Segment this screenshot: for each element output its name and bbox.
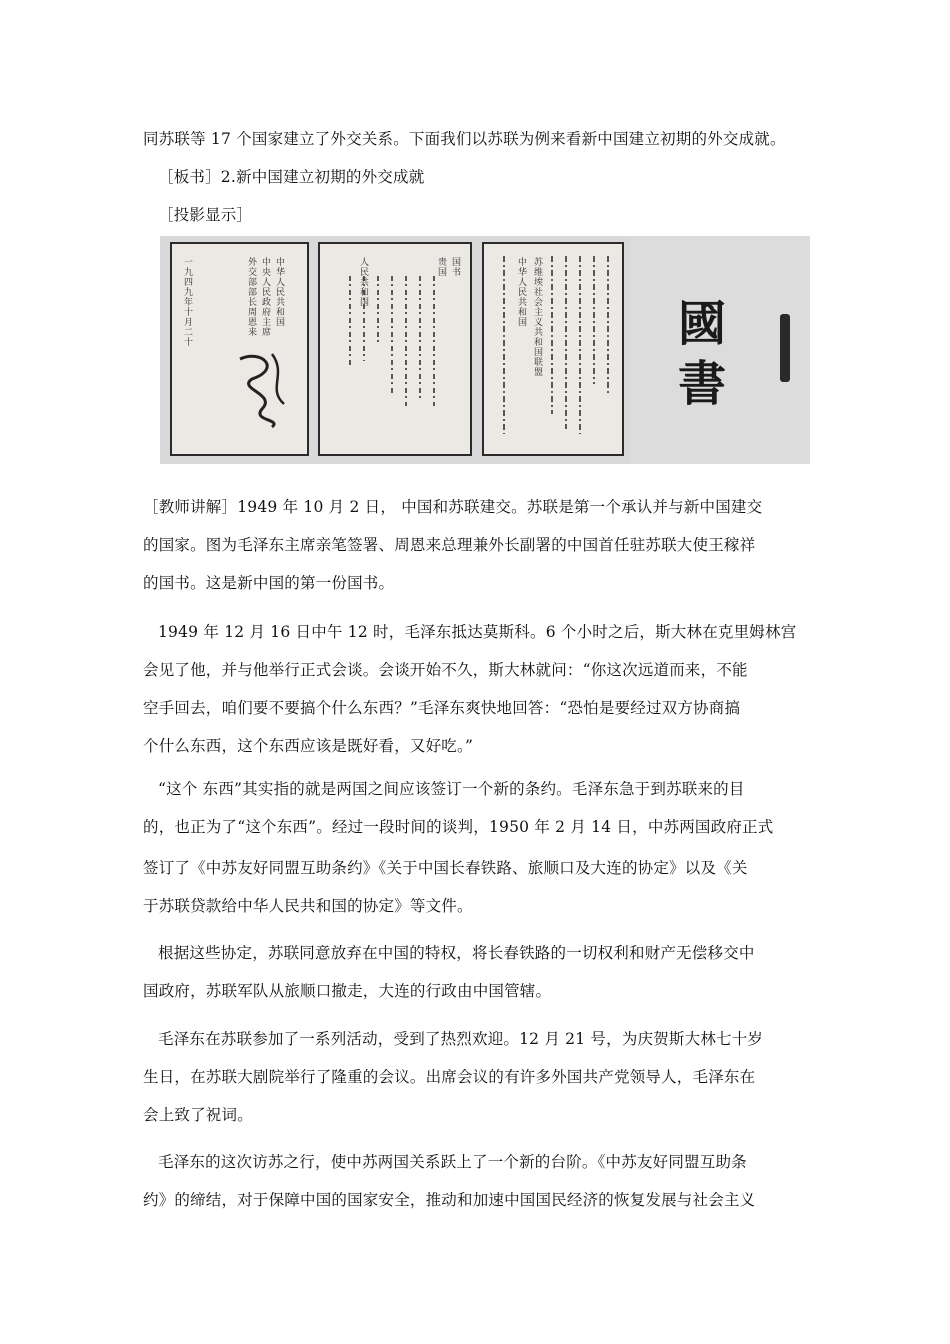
projection-note: ［投影显示］	[158, 206, 253, 224]
cover-char: 國	[678, 296, 727, 352]
signature	[232, 349, 292, 429]
letter-column: 人民共和国	[360, 258, 370, 308]
intro-line: 同苏联等 17 个国家建立了外交关系。下面我们以苏联为例来看新中国建立初期的外交成就。	[143, 130, 786, 148]
body-line: 的国书。这是新中国的第一份国书。	[143, 574, 395, 592]
board-note: ［板书］2.新中国建立初期的外交成就	[158, 168, 425, 186]
body-line: 1949 年 12 月 16 日中午 12 时，毛泽东抵达莫斯科。6 个小时之后，斯大林在克里姆林宫	[158, 623, 797, 641]
body-line: 生日，在苏联大剧院举行了隆重的会议。出席会议的有许多外国共产党领导人，毛泽东在	[143, 1068, 756, 1086]
credential-letter-photo	[160, 236, 810, 464]
body-line: 空手回去，咱们要不要搞个什么东西？”毛泽东爽快地回答：“恐怕是要经过双方协商搞	[143, 699, 741, 717]
body-line: 毛泽东在苏联参加了一系列活动，受到了热烈欢迎。12 月 21 号，为庆贺斯大林七十岁	[158, 1030, 764, 1048]
letter-column: 国书	[452, 258, 462, 278]
handwriting	[484, 244, 620, 444]
letter-column: 外交部部长周恩来	[248, 258, 258, 338]
body-line: 会上致了祝词。	[143, 1106, 253, 1124]
letter-column: 贵国	[438, 258, 448, 278]
body-line: 国政府，苏联军队从旅顺口撤走，大连的行政由中国管辖。	[143, 982, 552, 1000]
body-line: 个什么东西，这个东西应该是既好看，又好吃。”	[143, 737, 474, 755]
body-line: 的，也正为了“这个东西”。经过一段时间的谈判，1950 年 2 月 14 日，中苏两国政府正式	[143, 818, 774, 836]
body-line: 的国家。图为毛泽东主席亲笔签署、周恩来总理兼外长副署的中国首任驻苏联大使王稼祥	[143, 536, 756, 554]
body-line: 于苏联贷款给中华人民共和国的协定》等文件。	[143, 897, 473, 915]
letter-page-1	[170, 242, 309, 456]
letter-column: 一九四九年十月二十	[184, 258, 194, 348]
body-line: ［教师讲解］1949 年 10 月 2 日， 中国和苏联建交。苏联是第一个承认并与新中国建交	[143, 498, 763, 516]
letter-column: 苏维埃社会主义共和国联盟	[534, 258, 544, 378]
letter-page-2	[318, 242, 472, 456]
letter-page-3	[482, 242, 624, 456]
cover-clasp	[780, 314, 790, 382]
body-line: “这个 东西”其实指的就是两国之间应该签订一个新的条约。毛泽东急于到苏联来的目	[158, 780, 745, 798]
credential-cover	[630, 236, 810, 464]
body-line: 毛泽东的这次访苏之行，使中苏两国关系跃上了一个新的台阶。《中苏友好同盟互助条	[158, 1153, 747, 1171]
letter-column: 中华人民共和国	[518, 258, 528, 328]
body-line: 根据这些协定，苏联同意放弃在中国的特权，将长春铁路的一切权利和财产无偿移交中	[158, 944, 755, 962]
handwriting	[334, 266, 454, 416]
letter-column: 中央人民政府主席	[262, 258, 272, 338]
cover-char: 書	[678, 356, 727, 412]
body-line: 会见了他，并与他举行正式会谈。会谈开始不久，斯大林就问：“你这次远道而来，不能	[143, 661, 748, 679]
body-line: 约》的缔结，对于保障中国的国家安全，推动和加速中国国民经济的恢复发展与社会主义	[143, 1191, 756, 1209]
letter-column: 中华人民共和国	[276, 258, 286, 328]
body-line: 签订了《中苏友好同盟互助条约》《关于中国长春铁路、旅顺口及大连的协定》以及《关	[143, 859, 748, 877]
